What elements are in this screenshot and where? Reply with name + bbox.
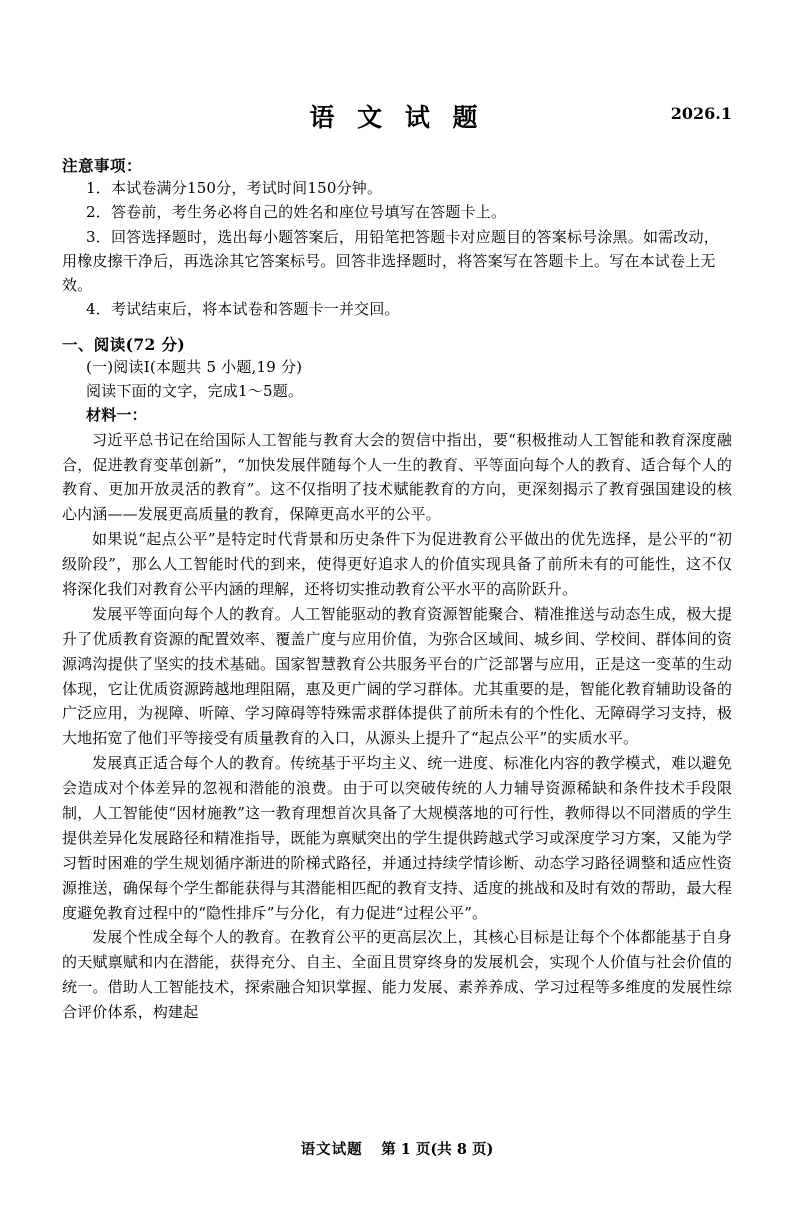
subsection-heading-reading-1: (一)阅读Ⅰ(本题共 5 小题,19 分): [86, 357, 303, 376]
body-paragraph: 习近平总书记在给国际人工智能与教育大会的贺信中指出，要“积极推动人工智能和教育深度融合，促进教育变革创新”，“加快发展伴随每个人一生的教育、平等面向每个人的教育、适合每个人的教育、更加开放灵活的教育”。这不仅指明了技术赋能教育的方向，更深刻揭示了教育强国建设的核心内涵——发展更高质量的教育，保障更高水平的公平。: [62, 430, 732, 524]
page-title: 语 文 试 题: [309, 103, 485, 132]
notice-list: [62, 176, 732, 322]
body-paragraph: 发展个性成全每个人的教育。在教育公平的更高层次上，其核心目标是让每个个体都能基于自身的天赋禀赋和内在潜能，获得充分、自主、全面且贯穿终身的发展机会，实现个人价值与社会价值的统一。借助人工智能技术，探索融合知识掌握、能力发展、素养养成、学习过程等多维度的发展性综合评价体系，构建起: [62, 928, 732, 1022]
body-paragraph: 发展真正适合每个人的教育。传统基于平均主义、统一进度、标准化内容的教学模式，难以避免会造成对个体差异的忽视和潜能的浪费。由于可以突破传统的人力辅导资源稀缺和条件技术手段限制，人工智能使“因材施教”这一教育理想首次具备了大规模落地的可行性，教师得以不同潜质的学生提供差异化发展路径和精准指导，既能为禀赋突出的学生提供跨越式学习或深度学习方案，又能为学习暂时困难的学生规划循序渐进的阶梯式路径，并通过持续学情诊断、动态学习路径调整和适应性资源推送，确保每个学生都能获得与其潜能相匹配的教育支持、适度的挑战和及时有效的帮助，最大程度避免教育过程中的“隐性排斥”与分化，有力促进“过程公平”。: [62, 754, 732, 922]
reading-instruction: 阅读下面的文字，完成1～5题。: [86, 382, 304, 401]
body-paragraph: 发展平等面向每个人的教育。人工智能驱动的教育资源智能聚合、精准推送与动态生成，极大提升了优质教育资源的配置效率、覆盖广度与应用价值，为弥合区域间、城乡间、学校间、群体间的资源鸿沟提供了坚实的技术基础。国家智慧教育公共服务平台的广泛部署与应用，正是这一变革的生动体现，它让优质资源跨越地理阻隔，惠及更广阔的学习群体。尤其重要的是，智能化教育辅助设备的广泛应用，为视障、听障、学习障碍等特殊需求群体提供了前所未有的个性化、无障碍学习支持，极大地拓宽了他们平等接受有质量教育的入口，从源头上提升了“起点公平”的实质水平。: [62, 604, 732, 748]
material-label-one: 材料一：: [86, 406, 147, 425]
body-paragraph: 如果说“起点公平”是特定时代背景和历史条件下为促进教育公平做出的优先选择，是公平的“初级阶段”，那么人工智能时代的到来，使得更好追求人的价值实现具备了前所未有的可能性，这不仅将深化我们对教育公平内涵的理解，还将切实推动教育公平水平的高阶跃升。: [62, 530, 732, 599]
list-item: 2．答卷前，考生务必将自己的姓名和座位号填写在答题卡上。: [86, 203, 507, 222]
exam-date: 2026.1: [670, 104, 732, 123]
exam-page: [0, 98, 794, 1221]
section-heading-reading: 一、阅读(72 分): [62, 334, 186, 354]
list-item: 4．考试结束后，将本试卷和答题卡一并交回。: [86, 300, 400, 319]
list-item: 3．回答选择题时，选出每小题答案后，用铅笔把答题卡对应题目的答案标号涂黑。如需改动，用橡皮擦干净后，再选涂其它答案标号。回答非选择题时，将答案写在答题卡上。写在本试卷上无效。: [62, 227, 719, 295]
footer-page-number: 第 1 页(共 8 页): [381, 1141, 494, 1158]
footer-title: 语文试题: [300, 1141, 363, 1158]
page-footer: [0, 1138, 794, 1159]
title-row: [62, 98, 732, 140]
list-item: 1．本试卷满分150分，考试时间150分钟。: [86, 179, 383, 197]
notice-heading: 注意事项：: [62, 156, 143, 175]
